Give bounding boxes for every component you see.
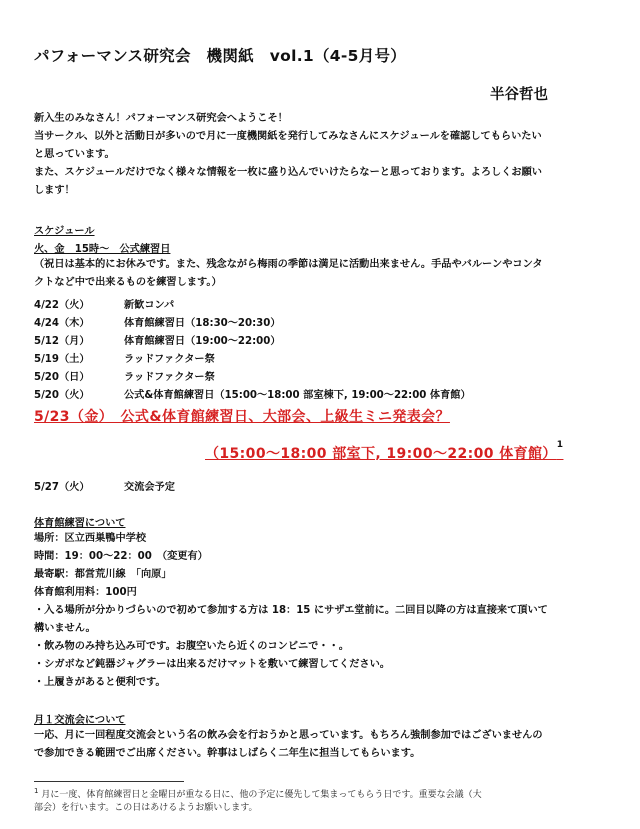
gym-line: 体育館利用料：100円 xyxy=(34,587,137,598)
highlight-times-text: （15:00～18:00 部室下, 19:00～22:00 体育館） xyxy=(205,446,557,462)
schedule-event: 新歓コンパ xyxy=(124,300,175,311)
schedule-event: 交流会予定 xyxy=(124,482,175,493)
schedule-heading: スケジュール xyxy=(34,226,95,237)
intro-line: 当サークル、以外と活動日が多いので月に一度機関紙を発行してみなさんにスケジュールを確認してもらいたい xyxy=(34,131,542,142)
schedule-note-line: （祝日は基本的にお休みです。また、残念ながら梅雨の季節は満足に活動出来ません。手品やバルーンやコンタ xyxy=(34,259,543,270)
intro-line: します！ xyxy=(34,185,75,196)
schedule-row xyxy=(34,368,215,383)
gym-line: 場所：区立西巣鴨中学校 xyxy=(34,533,147,544)
intro-line: と思っています。 xyxy=(34,149,115,160)
gym-line: ・入る場所が分かりづらいので初めて参加する方は 18：15 にサザエ堂前に。二回目以降の方は直接来て頂いて xyxy=(34,605,548,616)
footnote-line: 部会）を行います。この日はあけるようお願いします。 xyxy=(34,803,258,813)
gym-line: 時間：19：00～22：00 （変更有） xyxy=(34,551,208,562)
intro-paragraph xyxy=(34,110,594,200)
footnote-reference: 1 xyxy=(556,440,564,450)
schedule-subheading: 火、金 15時～ 公式練習日 xyxy=(34,244,171,255)
schedule-row xyxy=(34,386,471,401)
intro-line: また、スケジュールだけでなく様々な情報を一枚に盛り込んでいけたらなーと思っております。よろしくお願い xyxy=(34,167,542,178)
gym-line: 最寄駅：都営荒川線 「向原」 xyxy=(34,569,172,580)
schedule-event: 体育館練習日（19:00～22:00） xyxy=(124,336,281,347)
author-name: 半谷哲也 xyxy=(490,87,548,103)
footnote-line xyxy=(34,785,594,802)
footnote xyxy=(34,785,594,815)
schedule-date: 5/12（月） xyxy=(34,336,90,347)
intro-line: 新入生のみなさん！パフォーマンス研究会へようこそ！ xyxy=(34,113,288,124)
schedule-event: 体育館練習日（18:30～20:30） xyxy=(124,318,281,329)
schedule-date: 5/20（火） xyxy=(34,390,90,401)
schedule-event: ラッドファクター祭 xyxy=(124,354,215,365)
gym-line: 構いません。 xyxy=(34,623,96,634)
footnote-divider xyxy=(34,781,184,782)
exchange-heading: 月１交流会について xyxy=(34,715,126,726)
schedule-row xyxy=(34,350,215,365)
schedule-row xyxy=(34,332,281,347)
highlight-event: 5/23（金） 公式&体育館練習日、大部会、上級生ミニ発表会？ xyxy=(34,409,450,425)
schedule-event: 公式&体育館練習日（15:00～18:00 部室棟下, 19:00～22:00 体育館） xyxy=(124,390,471,401)
schedule-row xyxy=(34,296,174,311)
gym-line: ・飲み物のみ持ち込み可です。お腹空いたら近くのコンビニで・・。 xyxy=(34,641,349,652)
schedule-row xyxy=(34,314,281,329)
schedule-note-line: クトなど中で出来るものを練習します。） xyxy=(34,277,222,288)
exchange-details xyxy=(34,727,594,763)
footnote-text: 月に一度、体育館練習日と金曜日が重なる日に、他の予定に優先して集まってもらう日です。重要な会議（大 xyxy=(41,790,482,800)
schedule-date: 5/27（火） xyxy=(34,482,90,493)
schedule-event: ラッドファクター祭 xyxy=(124,372,215,383)
schedule-date: 5/20（日） xyxy=(34,372,90,383)
gym-heading: 体育館練習について xyxy=(34,518,126,529)
schedule-date: 5/19（土） xyxy=(34,354,90,365)
exchange-line: 一応、月に一回程度交流会という名の飲み会を行おうかと思っています。もちろん強制参加ではございませんの xyxy=(34,730,543,741)
schedule-row xyxy=(34,478,175,493)
gym-line: ・シガボなど鈍器ジャグラーは出来るだけマットを敷いて練習してください。 xyxy=(34,659,390,670)
schedule-note xyxy=(34,256,594,292)
gym-line: ・上履きがあると便利です。 xyxy=(34,677,166,688)
exchange-line: で参加できる範囲でご出席ください。幹事はしばらく二年生に担当してもらいます。 xyxy=(34,748,421,759)
highlight-event-times xyxy=(205,440,564,463)
gym-details xyxy=(34,530,594,692)
schedule-date: 4/22（火） xyxy=(34,300,90,311)
document-title: パフォーマンス研究会 機関紙 vol.1（4-5月号） xyxy=(34,47,407,65)
schedule-date: 4/24（木） xyxy=(34,318,90,329)
footnote-mark: 1 xyxy=(34,787,39,795)
